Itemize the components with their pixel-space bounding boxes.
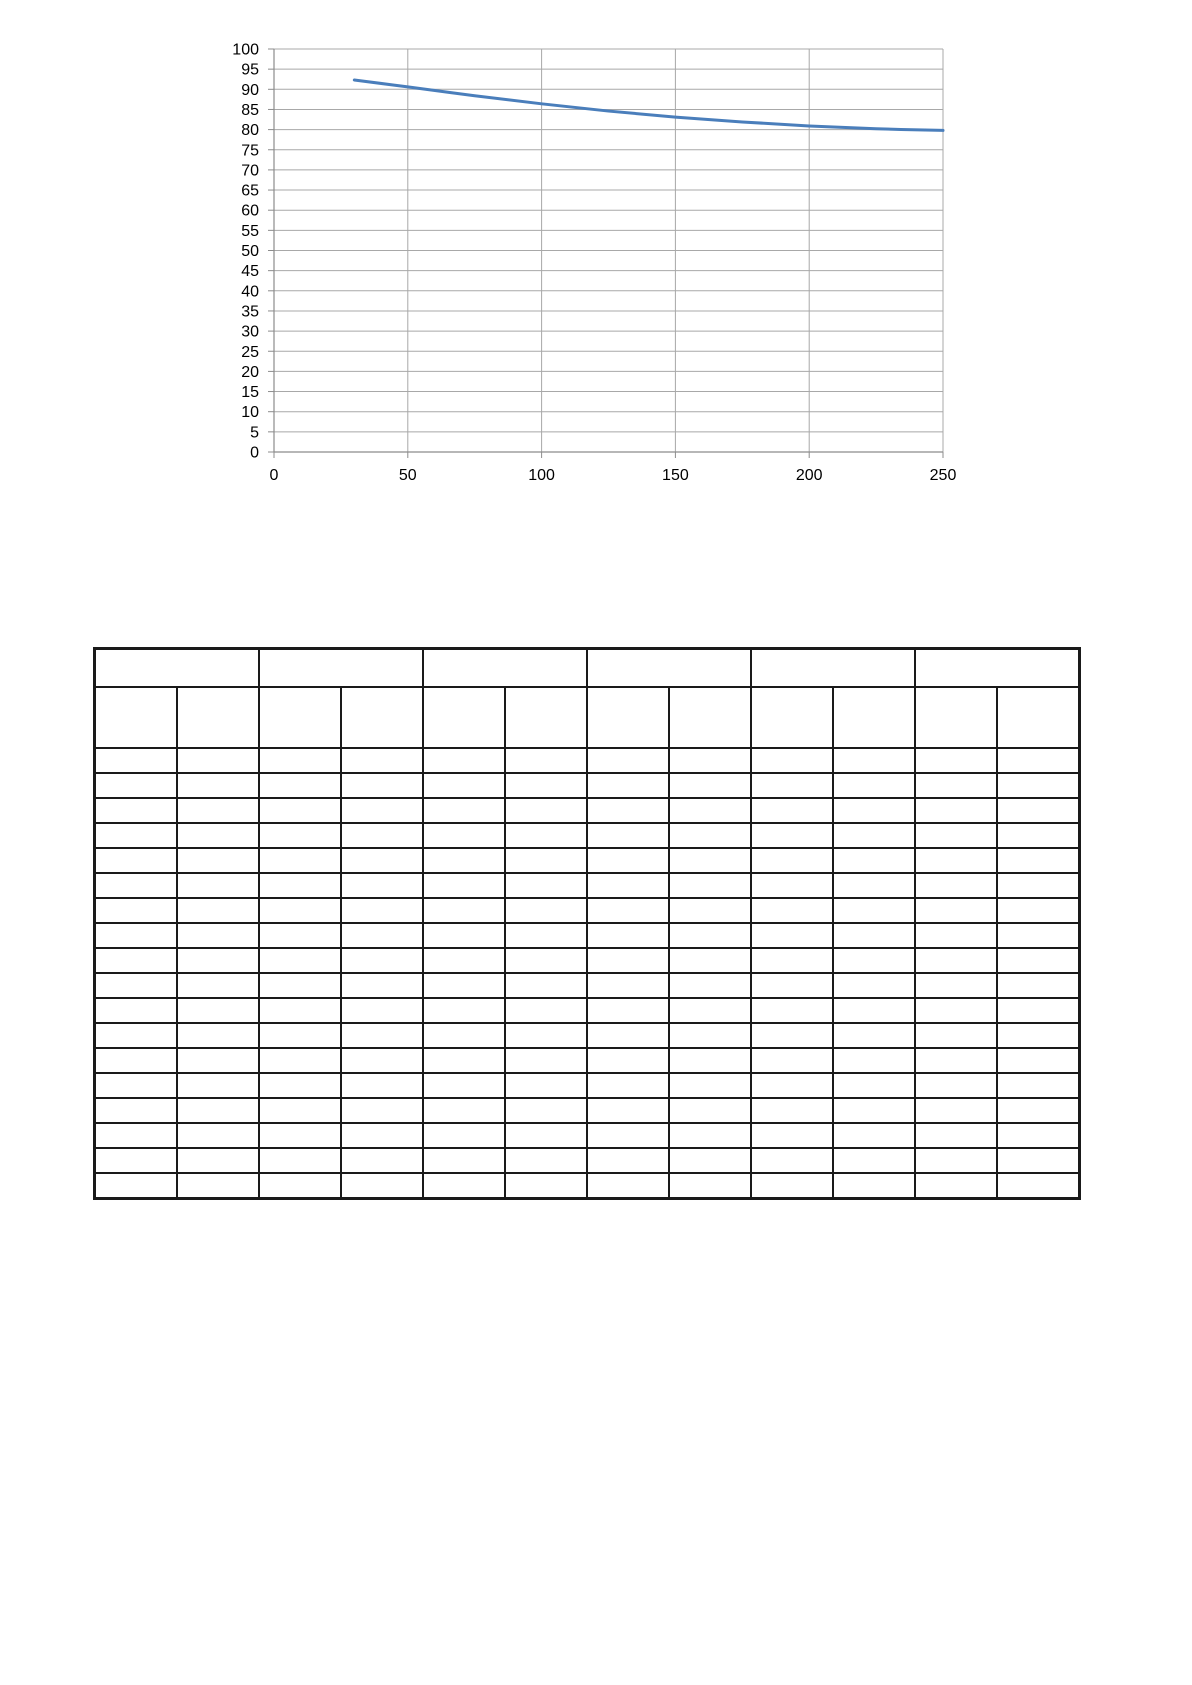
table-cell	[95, 973, 178, 998]
table-cell	[177, 1048, 259, 1073]
table-cell	[997, 1123, 1080, 1148]
table-sub-header-cell	[669, 687, 751, 748]
table-cell	[95, 1173, 178, 1199]
table-cell	[505, 948, 587, 973]
table-cell	[259, 873, 341, 898]
table-cell	[259, 948, 341, 973]
table-cell	[587, 1023, 669, 1048]
table-cell	[423, 1098, 505, 1123]
table-cell	[95, 1148, 178, 1173]
table-row	[95, 773, 1080, 798]
table-cell	[341, 1048, 423, 1073]
chart-series	[354, 80, 943, 130]
table-cell	[177, 973, 259, 998]
table-cell	[505, 748, 587, 773]
table-cell	[669, 1173, 751, 1199]
table-cell	[177, 1148, 259, 1173]
table-cell	[505, 998, 587, 1023]
table-cell	[341, 823, 423, 848]
table-cell	[505, 898, 587, 923]
table-cell	[95, 798, 178, 823]
table-cell	[669, 923, 751, 948]
table-cell	[669, 1148, 751, 1173]
table-cell	[997, 1023, 1080, 1048]
table-cell	[341, 773, 423, 798]
table-cell	[833, 848, 915, 873]
table-cell	[587, 873, 669, 898]
table-cell	[505, 773, 587, 798]
table-row	[95, 1148, 1080, 1173]
table-group-header-cell	[423, 649, 587, 688]
table-group-header-cell	[915, 649, 1080, 688]
table-cell	[833, 973, 915, 998]
table-cell	[997, 873, 1080, 898]
table-cell	[177, 1098, 259, 1123]
table-cell	[997, 823, 1080, 848]
table-row	[95, 1098, 1080, 1123]
table-cell	[997, 973, 1080, 998]
chart-tick-labels	[232, 42, 956, 485]
table-cell	[259, 998, 341, 1023]
table-cell	[751, 1048, 833, 1073]
series-line	[354, 80, 943, 130]
table-sub-header-cell	[259, 687, 341, 748]
table-cell	[423, 898, 505, 923]
table-cell	[341, 748, 423, 773]
x-tick-label: 150	[662, 467, 689, 484]
table-cell	[423, 748, 505, 773]
table-cell	[423, 773, 505, 798]
table-cell	[423, 1073, 505, 1098]
table-cell	[915, 923, 997, 948]
table-cell	[997, 1048, 1080, 1073]
table-cell	[259, 1023, 341, 1048]
table-sub-header-cell	[95, 687, 178, 748]
data-table-container	[93, 647, 1081, 1200]
table-cell	[587, 1173, 669, 1199]
table-sub-header-cell	[423, 687, 505, 748]
y-tick-label: 15	[241, 384, 259, 402]
table-cell	[587, 1073, 669, 1098]
table-cell	[915, 873, 997, 898]
table-cell	[341, 1023, 423, 1048]
table-cell	[833, 1173, 915, 1199]
table-cell	[341, 948, 423, 973]
table-row	[95, 973, 1080, 998]
table-cell	[259, 798, 341, 823]
table-cell	[751, 773, 833, 798]
table-cell	[669, 1048, 751, 1073]
table-cell	[177, 773, 259, 798]
table-cell	[997, 773, 1080, 798]
table-cell	[915, 748, 997, 773]
table-cell	[259, 1123, 341, 1148]
y-tick-label: 80	[241, 122, 259, 140]
table-cell	[915, 773, 997, 798]
table-cell	[95, 873, 178, 898]
table-cell	[505, 1073, 587, 1098]
table-cell	[341, 848, 423, 873]
table-cell	[423, 1173, 505, 1199]
y-tick-label: 65	[241, 182, 259, 200]
table-cell	[505, 1148, 587, 1173]
table-cell	[341, 873, 423, 898]
table-cell	[177, 1023, 259, 1048]
table-cell	[177, 1173, 259, 1199]
table-cell	[915, 948, 997, 973]
table-cell	[341, 798, 423, 823]
table-cell	[341, 1098, 423, 1123]
y-tick-label: 50	[241, 243, 259, 260]
table-cell	[423, 973, 505, 998]
y-tick-label: 25	[241, 343, 259, 361]
x-tick-label: 100	[528, 467, 555, 484]
table-cell	[669, 773, 751, 798]
table-cell	[833, 1023, 915, 1048]
table-sub-header-cell	[341, 687, 423, 748]
table-cell	[997, 898, 1080, 923]
table-group-header-row	[95, 649, 1080, 688]
table-cell	[423, 923, 505, 948]
table-cell	[423, 873, 505, 898]
table-cell	[95, 823, 178, 848]
table-row	[95, 1123, 1080, 1148]
table-cell	[95, 1023, 178, 1048]
x-tick-label: 250	[929, 467, 957, 484]
table-cell	[505, 1048, 587, 1073]
table-group-header-cell	[259, 649, 423, 688]
table-sub-header-cell	[587, 687, 669, 748]
table-cell	[751, 848, 833, 873]
y-tick-label: 60	[241, 202, 259, 220]
y-tick-label: 30	[241, 323, 259, 341]
table-cell	[95, 948, 178, 973]
table-cell	[177, 1123, 259, 1148]
table-group-header-cell	[751, 649, 915, 688]
table-cell	[505, 1123, 587, 1148]
table-cell	[915, 798, 997, 823]
table-cell	[95, 1073, 178, 1098]
table-row	[95, 1173, 1080, 1199]
table-cell	[341, 898, 423, 923]
table-cell	[915, 823, 997, 848]
table-row	[95, 1048, 1080, 1073]
table-cell	[505, 1173, 587, 1199]
x-tick-label: 200	[795, 467, 823, 484]
table-sub-header-cell	[833, 687, 915, 748]
table-cell	[423, 948, 505, 973]
table-cell	[915, 848, 997, 873]
table-cell	[505, 873, 587, 898]
x-tick-label: 50	[398, 467, 417, 484]
table-row	[95, 898, 1080, 923]
table-row	[95, 1073, 1080, 1098]
table-cell	[259, 1073, 341, 1098]
table-cell	[997, 923, 1080, 948]
table-cell	[833, 1123, 915, 1148]
table-cell	[997, 798, 1080, 823]
table-cell	[177, 1073, 259, 1098]
table-cell	[833, 798, 915, 823]
table-sub-header-cell	[915, 687, 997, 748]
table-cell	[423, 848, 505, 873]
table-cell	[751, 898, 833, 923]
table-cell	[177, 923, 259, 948]
table-row	[95, 873, 1080, 898]
table-cell	[259, 1148, 341, 1173]
y-tick-label: 85	[241, 101, 259, 119]
table-cell	[751, 748, 833, 773]
table-cell	[751, 998, 833, 1023]
table-cell	[587, 1123, 669, 1148]
table-cell	[341, 973, 423, 998]
y-tick-label: 70	[241, 162, 259, 180]
table-cell	[587, 998, 669, 1023]
table-cell	[505, 823, 587, 848]
y-tick-label: 40	[241, 283, 259, 301]
table-cell	[915, 973, 997, 998]
table-cell	[997, 998, 1080, 1023]
table-cell	[259, 1098, 341, 1123]
table-cell	[751, 823, 833, 848]
table-cell	[669, 1123, 751, 1148]
table-cell	[587, 823, 669, 848]
table-cell	[751, 1173, 833, 1199]
table-cell	[997, 1148, 1080, 1173]
table-cell	[177, 873, 259, 898]
table-cell	[587, 948, 669, 973]
table-sub-header-cell	[997, 687, 1080, 748]
table-cell	[669, 1098, 751, 1123]
table-cell	[95, 898, 178, 923]
table-sub-header-cell	[505, 687, 587, 748]
line-chart	[0, 0, 1192, 500]
table-cell	[95, 923, 178, 948]
table-cell	[915, 898, 997, 923]
table-cell	[751, 1098, 833, 1123]
empty-data-table	[93, 647, 1081, 1200]
table-sub-header-row	[95, 687, 1080, 748]
table-cell	[259, 1173, 341, 1199]
table-cell	[95, 1048, 178, 1073]
table-cell	[915, 1148, 997, 1173]
table-cell	[95, 773, 178, 798]
table-cell	[997, 848, 1080, 873]
table-cell	[505, 973, 587, 998]
table-cell	[259, 1048, 341, 1073]
table-cell	[95, 998, 178, 1023]
table-cell	[341, 1123, 423, 1148]
table-cell	[505, 798, 587, 823]
table-cell	[833, 773, 915, 798]
table-cell	[177, 998, 259, 1023]
table-cell	[259, 923, 341, 948]
table-cell	[915, 1073, 997, 1098]
table-group-header-cell	[587, 649, 751, 688]
table-cell	[423, 823, 505, 848]
table-cell	[915, 1173, 997, 1199]
table-cell	[669, 1023, 751, 1048]
table-cell	[915, 1048, 997, 1073]
table-cell	[751, 798, 833, 823]
table-cell	[259, 973, 341, 998]
table-cell	[423, 998, 505, 1023]
table-cell	[423, 1148, 505, 1173]
table-cell	[669, 848, 751, 873]
table-cell	[177, 898, 259, 923]
table-cell	[423, 1023, 505, 1048]
table-cell	[833, 823, 915, 848]
table-cell	[997, 1073, 1080, 1098]
table-cell	[587, 923, 669, 948]
table-cell	[423, 1123, 505, 1148]
table-cell	[259, 823, 341, 848]
table-cell	[341, 923, 423, 948]
y-tick-label: 0	[250, 444, 259, 462]
table-cell	[833, 1148, 915, 1173]
y-tick-label: 75	[241, 142, 259, 160]
table-cell	[341, 1148, 423, 1173]
table-cell	[669, 998, 751, 1023]
table-cell	[587, 1048, 669, 1073]
table-cell	[423, 1048, 505, 1073]
table-cell	[751, 973, 833, 998]
table-cell	[669, 748, 751, 773]
table-cell	[505, 1098, 587, 1123]
table-sub-header-cell	[177, 687, 259, 748]
table-cell	[833, 873, 915, 898]
table-group-header-cell	[95, 649, 260, 688]
table-cell	[505, 923, 587, 948]
table-cell	[997, 1098, 1080, 1123]
chart-grid	[274, 49, 943, 452]
table-cell	[997, 1173, 1080, 1199]
table-cell	[669, 1073, 751, 1098]
table-cell	[177, 948, 259, 973]
table-cell	[505, 1023, 587, 1048]
table-cell	[95, 748, 178, 773]
table-row	[95, 823, 1080, 848]
table-cell	[177, 823, 259, 848]
table-cell	[833, 948, 915, 973]
table-cell	[833, 1073, 915, 1098]
y-tick-label: 45	[241, 263, 259, 281]
table-cell	[587, 1098, 669, 1123]
table-cell	[259, 748, 341, 773]
y-tick-label: 35	[241, 303, 259, 321]
table-cell	[669, 948, 751, 973]
y-tick-label: 10	[241, 404, 259, 422]
table-cell	[259, 898, 341, 923]
table-row	[95, 923, 1080, 948]
x-tick-label: 0	[269, 467, 279, 484]
y-tick-label: 90	[241, 81, 259, 99]
y-tick-label: 20	[241, 363, 259, 381]
table-cell	[915, 998, 997, 1023]
table-cell	[341, 998, 423, 1023]
y-tick-label: 95	[241, 61, 259, 79]
table-cell	[259, 773, 341, 798]
table-cell	[177, 748, 259, 773]
table-sub-header-cell	[751, 687, 833, 748]
table-cell	[341, 1073, 423, 1098]
table-cell	[997, 948, 1080, 973]
table-row	[95, 798, 1080, 823]
table-cell	[669, 798, 751, 823]
table-cell	[95, 1098, 178, 1123]
table-cell	[833, 1098, 915, 1123]
table-cell	[587, 798, 669, 823]
table-cell	[423, 798, 505, 823]
table-cell	[751, 1023, 833, 1048]
table-cell	[915, 1023, 997, 1048]
table-cell	[587, 848, 669, 873]
table-row	[95, 748, 1080, 773]
table-cell	[95, 848, 178, 873]
table-cell	[833, 1048, 915, 1073]
table-cell	[587, 773, 669, 798]
table-cell	[833, 998, 915, 1023]
table-cell	[587, 1148, 669, 1173]
table-cell	[833, 923, 915, 948]
table-row	[95, 998, 1080, 1023]
y-tick-label: 55	[241, 222, 259, 240]
table-cell	[915, 1123, 997, 1148]
table-cell	[341, 1173, 423, 1199]
table-row	[95, 1023, 1080, 1048]
table-row	[95, 848, 1080, 873]
table-cell	[751, 1073, 833, 1098]
table-cell	[587, 973, 669, 998]
table-cell	[669, 873, 751, 898]
table-cell	[177, 798, 259, 823]
table-cell	[669, 973, 751, 998]
table-cell	[833, 748, 915, 773]
table-cell	[751, 923, 833, 948]
y-tick-label: 100	[232, 41, 259, 59]
table-cell	[587, 898, 669, 923]
y-tick-label: 5	[250, 424, 259, 442]
table-cell	[669, 898, 751, 923]
table-row	[95, 948, 1080, 973]
table-cell	[997, 748, 1080, 773]
table-cell	[751, 948, 833, 973]
table-cell	[915, 1098, 997, 1123]
table-cell	[505, 848, 587, 873]
table-cell	[751, 1148, 833, 1173]
table-cell	[669, 823, 751, 848]
table-cell	[95, 1123, 178, 1148]
table-cell	[751, 1123, 833, 1148]
table-cell	[177, 848, 259, 873]
table-cell	[259, 848, 341, 873]
table-cell	[587, 748, 669, 773]
table-cell	[751, 873, 833, 898]
table-cell	[833, 898, 915, 923]
